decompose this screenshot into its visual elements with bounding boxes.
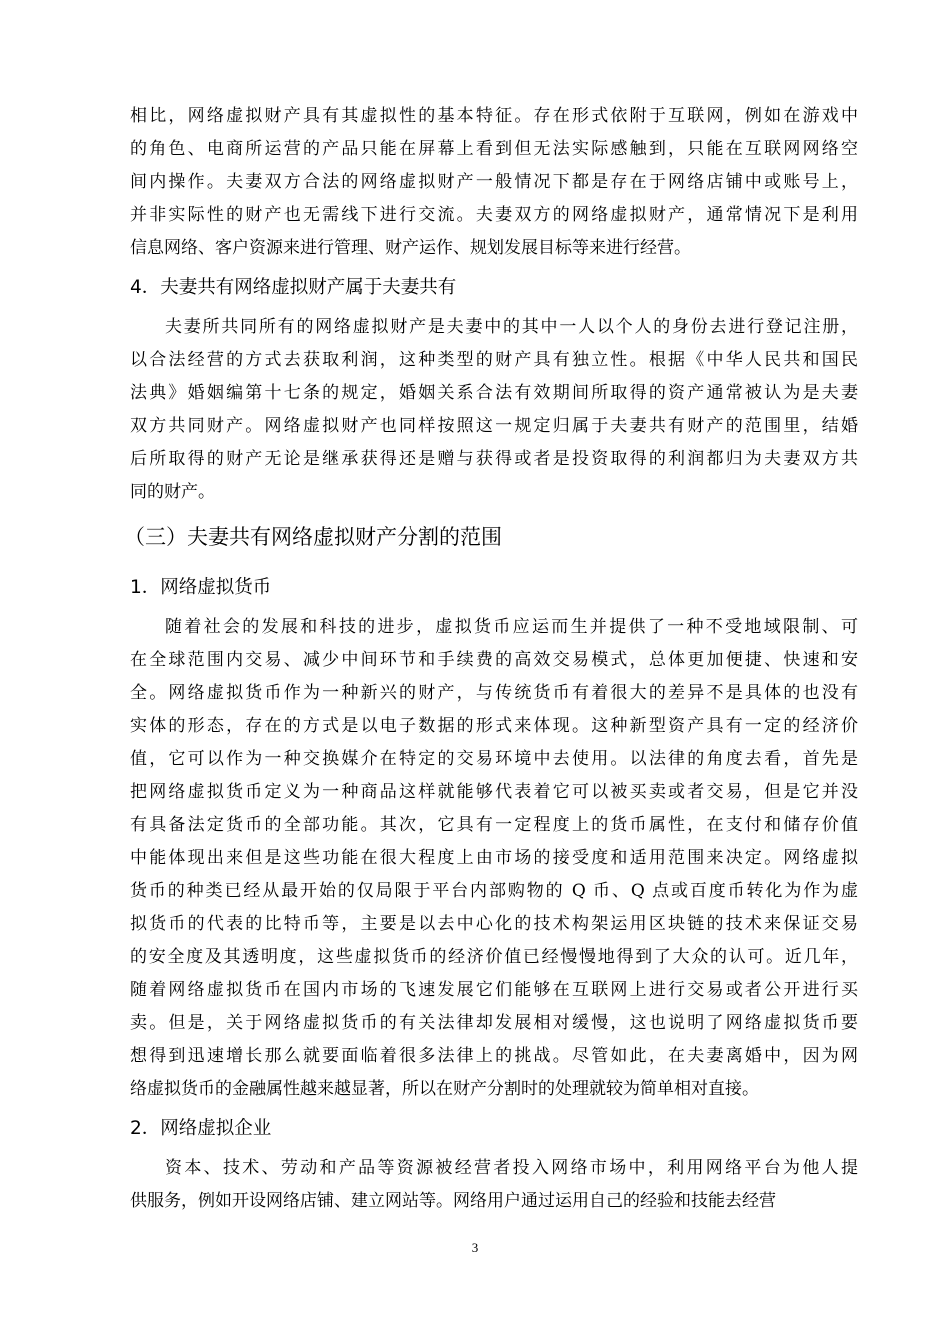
paragraph-line: 把网络虚拟货币定义为一种商品这样就能够代表着它可以被买卖或者交易，但是它并没	[130, 782, 858, 802]
paragraph	[130, 100, 858, 265]
paragraph-line: 供服务，例如开设网络店铺、建立网站等。网络用户通过运用自己的经验和技能去经营	[130, 1191, 776, 1211]
paragraph-line: 间内操作。夫妻双方合法的网络虚拟财产一般情况下都是存在于网络店铺中或账号上，	[130, 172, 858, 192]
paragraph-line: 实体的形态，存在的方式是以电子数据的形式来体现。这种新型资产具有一定的经济价	[130, 716, 858, 736]
paragraph-line: 中能体现出来但是这些功能在很大程度上由市场的接受度和适用范围来决定。网络虚拟	[130, 848, 858, 868]
paragraph	[130, 1152, 858, 1218]
paragraph-line: 值，它可以作为一种交换媒介在特定的交易环境中去使用。以法律的角度去看，首先是	[130, 749, 858, 769]
subsection-heading: 1．网络虚拟货币	[130, 577, 272, 598]
paragraph-line: 法典》婚姻编第十七条的规定，婚姻关系合法有效期间所取得的资产通常被认为是夫妻	[130, 383, 858, 403]
paragraph	[130, 311, 858, 509]
paragraph-line: 卖。但是，关于网络虚拟货币的有关法律却发展相对缓慢，这也说明了网络虚拟货币要	[130, 1013, 858, 1033]
paragraph-line: 夫妻所共同所有的网络虚拟财产是夫妻中的其中一人以个人的身份去进行登记注册，	[165, 317, 858, 337]
paragraph-line: 双方共同财产。网络虚拟财产也同样按照这一规定归属于夫妻共有财产的范围里，结婚	[130, 416, 858, 436]
paragraph-line: 的角色、电商所运营的产品只能在屏幕上看到但无法实际感触到，只能在互联网网络空	[130, 139, 858, 159]
paragraph-line: 并非实际性的财产也无需线下进行交流。夫妻双方的网络虚拟财产，通常情况下是利用	[130, 205, 858, 225]
paragraph-line: 后所取得的财产无论是继承获得还是赠与获得或者是投资取得的利润都归为夫妻双方共	[130, 449, 858, 469]
paragraph-line: 想得到迅速增长那么就要面临着很多法律上的挑战。尽管如此，在夫妻离婚中，因为网	[130, 1046, 858, 1066]
subsection-heading: 2．网络虚拟企业	[130, 1118, 272, 1139]
paragraph-line: 随着网络虚拟货币在国内市场的飞速发展它们能够在互联网上进行交易或者公开进行买	[130, 980, 858, 1000]
paragraph-line: 在全球范围内交易、减少中间环节和手续费的高效交易模式，总体更加便捷、快速和安	[130, 650, 858, 670]
paragraph-line: 拟货币的代表的比特币等，主要是以去中心化的技术构架运用区块链的技术来保证交易	[130, 914, 858, 934]
document-body	[124, 100, 858, 1218]
paragraph	[130, 611, 858, 1106]
paragraph-line: 相比，网络虚拟财产具有其虚拟性的基本特征。存在形式依附于互联网，例如在游戏中	[130, 106, 858, 126]
page-number: 3	[471, 1240, 479, 1255]
section-heading: （三）夫妻共有网络虚拟财产分割的范围	[124, 525, 502, 549]
paragraph-line: 信息网络、客户资源来进行管理、财产运作、规划发展目标等来进行经营。	[130, 238, 691, 258]
subsection-heading: 4．夫妻共有网络虚拟财产属于夫妻共有	[130, 277, 457, 298]
paragraph-line: 同的财产。	[130, 482, 215, 502]
paragraph-line: 货币的种类已经从最开始的仅局限于平台内部购物的 Q 币、Q 点或百度币转化为作为虚	[130, 881, 858, 901]
paragraph-line: 络虚拟货币的金融属性越来越显著，所以在财产分割时的处理就较为简单相对直接。	[130, 1079, 759, 1099]
paragraph-line: 的安全度及其透明度，这些虚拟货币的经济价值已经慢慢地得到了大众的认可。近几年，	[130, 947, 858, 967]
paragraph-line: 以合法经营的方式去获取利润，这种类型的财产具有独立性。根据《中华人民共和国民	[130, 350, 858, 370]
paragraph-line: 全。网络虚拟货币作为一种新兴的财产，与传统货币有着很大的差异不是具体的也没有	[130, 683, 858, 703]
paragraph-line: 资本、技术、劳动和产品等资源被经营者投入网络市场中，利用网络平台为他人提	[165, 1158, 858, 1178]
paragraph-line: 随着社会的发展和科技的进步，虚拟货币应运而生并提供了一种不受地域限制、可	[165, 617, 858, 637]
paragraph-line: 有具备法定货币的全部功能。其次，它具有一定程度上的货币属性，在支付和储存价值	[130, 815, 858, 835]
